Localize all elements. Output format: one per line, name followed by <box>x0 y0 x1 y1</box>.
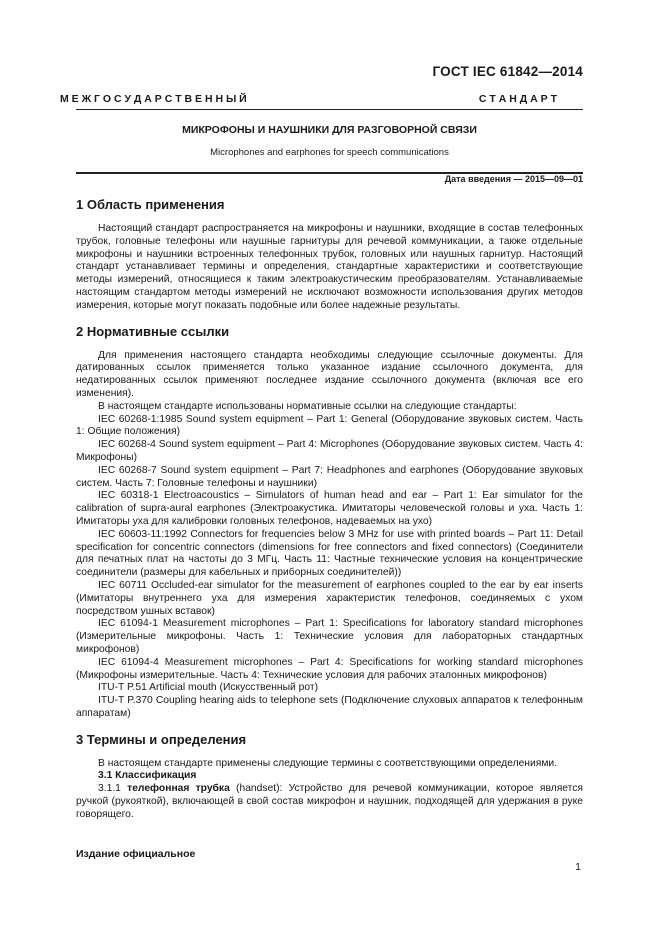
reference-item: IEC 60318-1 Electroacoustics – Simulators of human head and ear – Part 1: Ear simulator for the calibration of supra-aural earphones (Электроакустика. Имитаторы человеческой головы и уха. Часть 1: Имитаторы уха для калибровки головных телефонов, надеваемых на ухо) <box>76 490 583 527</box>
header-rule <box>76 109 583 110</box>
section-2-paragraph-2: В настоящем стандарте использованы нормативные ссылки на следующие стандарты: <box>98 400 517 412</box>
reference-item: ITU-T P.370 Coupling hearing aids to telephone sets (Подключение слуховых аппаратов к телефонным аппаратам) <box>76 695 583 719</box>
section-3-paragraph: В настоящем стандарте применены следующие термины с соответствующими определениями. <box>98 757 558 769</box>
document-body <box>76 188 583 822</box>
reference-item: IEC 60268-4 Sound system equipment – Part 4: Microphones (Оборудование звуковых систем. Часть 4: Микрофоны) <box>76 439 583 463</box>
reference-item: IEC 60711 Occluded-ear simulator for the measurement of earphones coupled to the ear by ear inserts (Имитаторы внутреннего уха для измерения характеристик телефонов, соединяемых с ухом посредством ушных вставок) <box>76 579 583 617</box>
section-2-paragraph-1: Для применения настоящего стандарта необходимы следующие ссылочные документы. Для датированных ссылок применяется только указанное издание ссылочного документа, для недатированных ссылок применяют последнее издание ссылочного документа (включая все его изменения). <box>76 349 583 399</box>
interstate-standard-banner <box>60 93 557 105</box>
introduction-date: Дата введения — 2015—09—01 <box>444 174 583 184</box>
section-3-heading: 3 Термины и определения <box>76 731 247 747</box>
section-1-paragraph: Настоящий стандарт распространяется на микрофоны и наушники, входящие в состав телефонных трубок, головные телефоны или наушные гарнитуры для речевой коммуникации, а также отдельные микрофоны и наушники встроенных телефонных трубок, головных или наушных гарнитур. Настоящий стандарт устанавливает термины и определения, стандартные характеристики и соответствующие методы измерений, относящиеся к таким электроакустическим преобразователям. Устанавливаемые настоящим стандартом методы измерений не исключают возможности использования других методов измерения, которые могут показать подобные или более надежные результаты. <box>76 223 583 311</box>
official-edition-label: Издание официальное <box>76 848 196 860</box>
document-title-ru: МИКРОФОНЫ И НАУШНИКИ ДЛЯ РАЗГОВОРНОЙ СВЯЗИ <box>182 124 477 136</box>
banner-left: М Е Ж Г О С У Д А Р С Т В Е Н Н Ы Й <box>60 93 247 105</box>
section-1-heading: 1 Область применения <box>76 197 225 212</box>
banner-right: С Т А Н Д А Р Т <box>478 93 557 105</box>
reference-item: IEC 60603-11:1992 Connectors for frequencies below 3 MHz for use with printed boards – Part 11: Detail specification for concentric connectors (dimensions for free connectors and fixed connectors) (Соединители для печатных плат на частоты до 3 МГц. Часть 11: Частные технические условия на концентрические соединители (размеры для кабельных и приборных соединителей)) <box>76 528 583 579</box>
document-title-en: Microphones and earphones for speech communications <box>210 147 449 158</box>
subsection-3-1-heading: 3.1 Классификация <box>98 770 197 782</box>
term-text: (handset): Устройство для речевой коммуникации, которое является ручкой (рукояткой), включающей в свой состав микрофон и наушник, подходящей для удержания в руке говорящего. <box>76 783 583 820</box>
reference-item: IEC 60268-7 Sound system equipment – Part 7: Headphones and earphones (Оборудование звуковых систем. Часть 7: Головные телефоны и наушники) <box>76 464 583 489</box>
reference-item: IEC 61094-4 Measurement microphones – Part 4: Specifications for working standard microphones (Микрофоны измерительные. Часть 4: Технические условия для рабочих эталонных микрофонов) <box>76 656 583 681</box>
term-number: 3.1.1 <box>98 783 121 795</box>
reference-item: ITU-T P.51 Artificial mouth (Искусственный рот) <box>98 682 318 694</box>
page-number: 1 <box>575 861 581 873</box>
standard-code: ГОСТ IEC 61842—2014 <box>432 64 583 79</box>
reference-item: IEC 60268-1:1985 Sound system equipment – Part 1: General (Оборудование звуковых систем. Часть 1: Общие положения) <box>76 413 583 438</box>
term-name: телефонная трубка <box>127 783 230 795</box>
term-definition <box>76 783 583 821</box>
reference-item: IEC 61094-1 Measurement microphones – Part 1: Specifications for laboratory standard microphones (Измерительные микрофоны. Часть 1: Технические условия для лабораторных стандартных микрофонов) <box>76 618 583 655</box>
section-2-heading: 2 Нормативные ссылки <box>76 323 230 339</box>
